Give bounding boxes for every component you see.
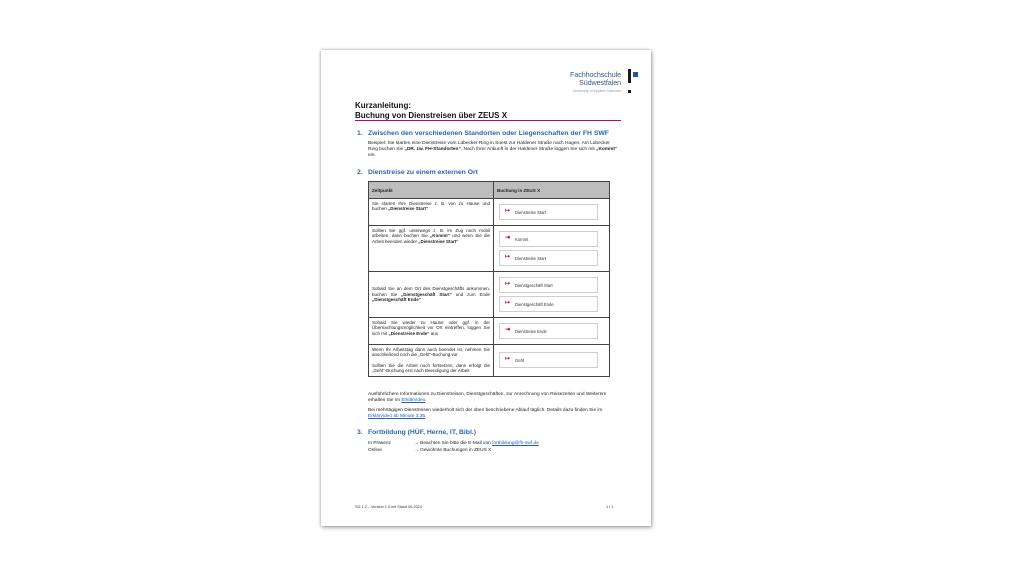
title-line-2: Buchung von Dienstreisen über ZEUS X [355,110,508,120]
section-1-text [368,141,620,159]
row-3-text-a: Sobald Sie an dem Ort des Dienstgeschäfts ankommen, buchen Sie [372,286,490,297]
logout-arrow-icon: ↦ [505,300,511,306]
section-1-text-b: „DR. zw. FH-Standorten“ [404,147,461,152]
row-2-text-b: „Kommt“ [430,233,451,239]
footer-version: SG 1.2 – Version 1.0 mit Stand 06.2024 [355,505,422,509]
row-4-bookings [494,318,610,345]
row-4-text-b: „Dienstreise Ende“ [388,330,430,336]
table-row [369,318,610,345]
booking-button-label: Dienstgeschäft Start [515,282,553,288]
row-2-bookings [494,226,610,272]
row-key-praesenz: In Präsenz [368,441,391,446]
row-2-description [369,226,494,272]
row-5-description [369,345,494,377]
row-val-praesenz: → Beachten Sie bitte die E-Mail von [414,441,493,446]
row-3-text-b: „Dienstgeschäft Start“ [401,291,452,297]
fortbildung-row-praesenz [368,441,539,446]
section-2-note-1 [368,392,618,404]
section-1-text-d: „Kommt“ [596,147,618,152]
fortbildung-row-online [368,448,491,453]
logout-arrow-icon: ↦ [505,208,511,214]
document-page [321,50,651,526]
note-2-end: . [425,414,427,419]
booking-button-label: Kommt [515,236,529,242]
fortbildung-email-link[interactable]: fortbildung@fh-swf.de [492,441,539,446]
section-1-text-a: Beispiel: Sie starten eine Dienstreise vom Lübecker Ring in Soest zur Haldener Straße nach Hagen. Am Lübecker Ring buchen Sie [368,141,610,152]
booking-button-dienstgeschaeft-ende[interactable] [499,296,598,312]
booking-button-geht[interactable] [499,352,598,368]
row-4-text-a: Sobald Sie wieder zu Hause oder ggf. in der Übernachtungsmöglichkeit vor Ort eintreffen, loggen Sie sich mit [372,320,490,336]
booking-button-label: Dienstgeschäft Ende [515,301,554,307]
note-1-text: Ausführlichere Informationen zu Dienstreisen, Dienstgeschäften, zur Anrechnung von Reisezeiten und Weiterem erhalten Sie im [368,392,607,403]
section-3-number: 3. [357,429,363,436]
booking-button-dienstreise-ende[interactable] [499,323,598,339]
logout-arrow-icon: ↦ [505,254,511,260]
row-3-bookings [494,272,610,318]
booking-table [368,181,610,377]
section-2-note-2 [368,408,618,420]
row-5-text-b: Sollten Sie die Arbeit noch fortsetzen, dann erfolgt die „Geht“-Buchung erst nach Beendigung der Arbeit [372,362,490,374]
note-2-text: Bei mehrtägigen Dienstreisen wiederholt sich der oben beschriebene Ablauf täglich. Details dazu finden Sie im [368,408,603,413]
row-1-text-b: „Dienstreise Start“ [388,206,429,212]
row-5-text-a: Wenn Ihr Arbeitstag dann auch beendet ist, nehmen Sie anschließend noch die „Geht“-Buchung vor [372,347,490,358]
section-1-text-c: . Nach Ihrer Ankunft in der Haldener Straße loggen Sie sich mit [460,147,597,152]
erklaervideo-link[interactable]: Erklärvideo [401,398,426,403]
column-header-zeitpunkt: Zeitpunkt [369,182,494,199]
table-row [369,226,610,272]
section-1-title: Zwischen den verschiedenen Standorten oder Liegenschaften der FH SWF [368,130,609,137]
logo-line-3: University of Applied Sciences [572,89,621,93]
row-3-text-d: „Dienstgeschäft Ende“ [372,297,422,303]
university-logo [531,68,641,108]
row-val-online: → Gewohnte Buchungen in ZEUS X [414,448,492,453]
section-2-title: Dienstreise zu einem externen Ort [368,169,478,176]
row-5-bookings [494,345,610,377]
section-1-number: 1. [357,130,363,137]
row-3-text-c: und zum Ende [451,291,490,297]
row-1-text-a: Sie starten Ihre Dienstreise z. B. von zu Hause und buchen [372,201,490,212]
section-2-number: 2. [357,169,363,176]
login-arrow-icon: ⇥ [505,327,511,333]
logo-line-2: Südwestfalen [579,78,621,87]
row-2-text-a: Sollten Sie ggf. unterwegs z. B. im Zug noch mobil arbeiten, dann buchen Sie [372,228,490,239]
logout-arrow-icon: ↦ [505,356,511,363]
booking-button-label: Dienstreise Ende [515,328,547,334]
footer-page-number: 1 / 1 [606,505,614,509]
section-3-title: Fortbildung (HÜF, Herne, IT, Bibl.) [368,429,476,436]
row-4-text-c: aus [429,330,439,336]
title-underline [355,120,621,121]
table-row [369,272,610,318]
section-1-text-e: ein. [368,153,376,158]
booking-button-label: Geht [515,357,525,363]
column-header-buchung: Buchung in ZEUS X [494,182,610,199]
row-1-description [369,199,494,226]
table-header-row [369,182,610,199]
row-2-text-d: „Dienstreise Start“ [418,238,459,244]
erklaervideo-minute-link[interactable]: Erklärvideo ab Minute 3:35 [368,414,426,419]
note-1-end: . [425,398,427,403]
logo-bar [628,69,631,83]
row-4-description [369,318,494,345]
row-1-bookings [494,199,610,226]
document-title [355,101,507,120]
logo-square-blue [633,72,638,77]
booking-button-label: Dienstreise Start [515,255,546,261]
table-row [369,199,610,226]
section-2-heading [357,169,478,176]
table-row [369,345,610,377]
section-3-heading [357,429,476,436]
booking-button-dienstreise-start[interactable] [499,250,598,266]
booking-button-kommt[interactable] [499,231,598,247]
row-key-online: Online [368,448,382,453]
title-line-1: Kurzanleitung: [355,101,411,110]
booking-button-label: Dienstreise Start [515,209,546,215]
logo-line-1: Fachhochschule [570,70,621,79]
row-2-text-c: und wenn Sie die Arbeit beenden wieder [372,233,491,244]
logo-square-black [628,90,631,93]
login-arrow-icon: ⇥ [505,235,511,241]
section-1-heading [357,130,609,137]
booking-button-dienstreise-start[interactable] [499,204,598,220]
logout-arrow-icon: ↦ [505,281,511,287]
row-3-description [369,272,494,318]
booking-button-dienstgeschaeft-start[interactable] [499,277,598,293]
